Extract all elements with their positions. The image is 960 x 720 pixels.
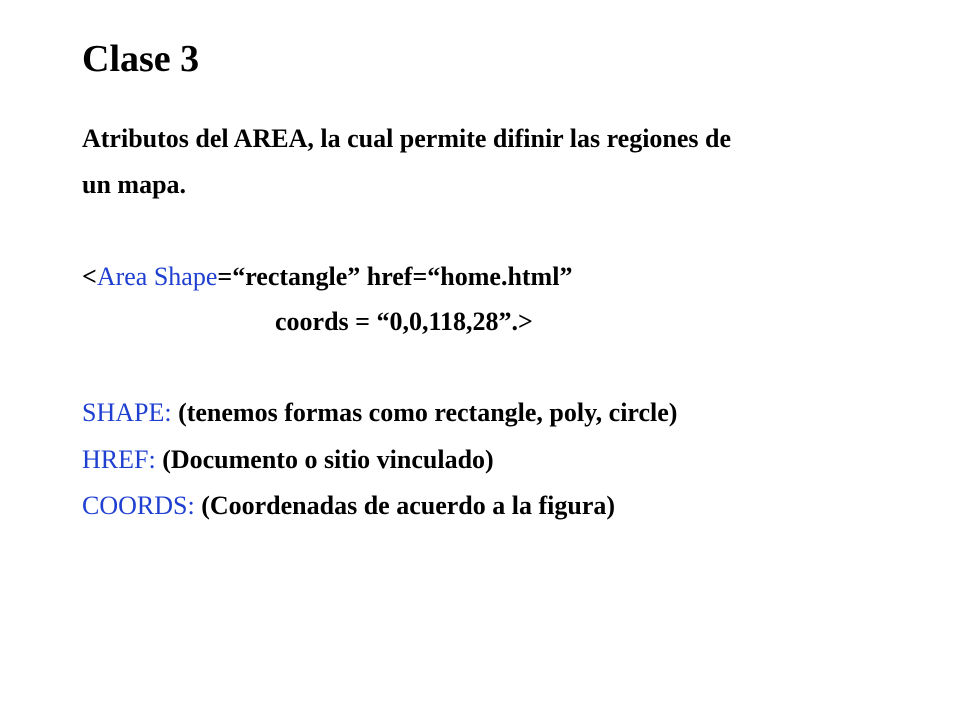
attribute-desc: (tenemos formas como rectangle, poly, circle) [171, 398, 678, 427]
intro-line-2: un mapa. [82, 170, 187, 199]
attribute-desc: (Documento o sitio vinculado) [155, 445, 494, 474]
attribute-name: SHAPE: [82, 398, 172, 427]
attribute-desc: (Coordenadas de acuerdo a la figura) [194, 491, 616, 520]
attribute-name: HREF: [82, 445, 156, 474]
attribute-coords [82, 489, 615, 523]
attribute-shape [82, 396, 677, 430]
slide-title: Clase 3 [82, 38, 200, 80]
code-rest: =“rectangle” href=“home.html” [217, 262, 573, 291]
code-lt: < [82, 262, 97, 291]
attribute-href [82, 443, 494, 477]
code-line-1 [82, 260, 572, 294]
attribute-name: COORDS: [82, 491, 195, 520]
code-line-2: coords = “0,0,118,28”.> [275, 307, 533, 336]
intro-line-1: Atributos del AREA, la cual permite difinir las regiones de [82, 124, 732, 153]
code-tag: Area Shape [96, 262, 218, 291]
